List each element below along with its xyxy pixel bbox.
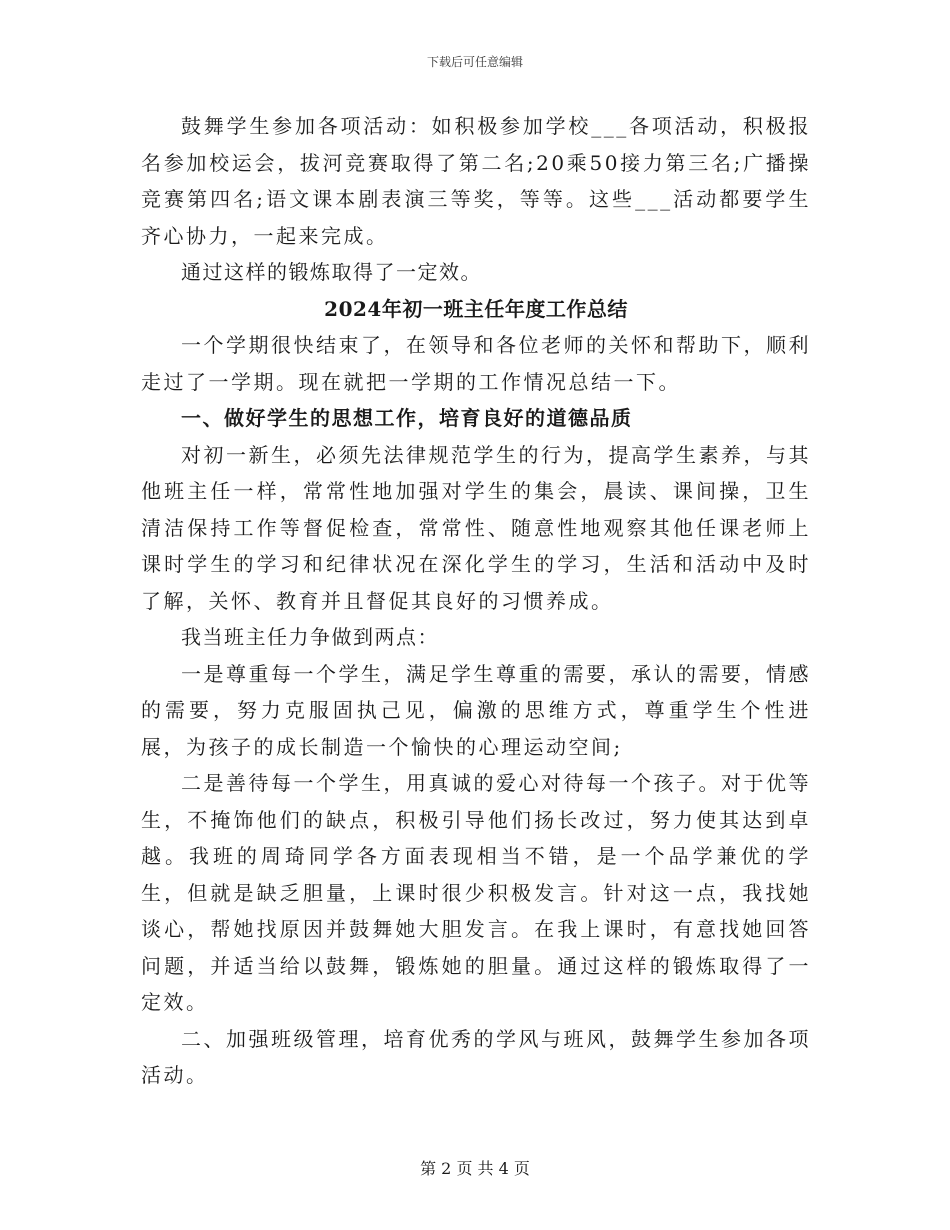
paragraph-effect: 通过这样的锻炼取得了一定效。 (181, 260, 482, 284)
document-title: 2024年初一班主任年度工作总结 (324, 296, 628, 321)
paragraph-activities: 鼓舞学生参加各项活动：如积极参加学校___各项活动，积极报名参加校运会，拔河竞赛取得了第二名;20乘50接力第三名;广播操竞赛第四名;语文课本剧表演三等奖，等等。这些___活动都要学生齐心协力，一起来完成。 (141, 114, 811, 248)
paragraph-new-students: 对初一新生，必须先法律规范学生的行为，提高学生素养，与其他班主任一样，常常性地加强对学生的集会，晨读、课间操，卫生清洁保持工作等督促检查，常常性、随意性地观察其他任课老师上课时学生的学习和纪律状况在深化学生的学习，生活和活动中及时了解，关怀、教育并且督促其良好的习惯养成。 (141, 442, 811, 613)
paragraph-two-points: 我当班主任力争做到两点： (181, 625, 439, 649)
paragraph-point-two: 二是善待每一个学生，用真诚的爱心对待每一个孩子。对于优等生，不掩饰他们的缺点，积极引导他们扬长改过，努力使其达到卓越。我班的周琦同学各方面表现相当不错，是一个品学兼优的学生，但就是缺乏胆量，上课时很少积极发言。针对这一点，我找她谈心，帮她找原因并鼓舞她大胆发言。在我上课时，有意找她回答问题，并适当给以鼓舞，锻炼她的胆量。通过这样的锻炼取得了一定效。 (141, 771, 811, 1014)
section-heading-1: 一、做好学生的思想工作，培育良好的道德品质 (181, 406, 633, 430)
paragraph-intro: 一个学期很快结束了，在领导和各位老师的关怀和帮助下，顺利走过了一学期。现在就把一学期的工作情况总结一下。 (141, 333, 811, 394)
paragraph-point-one: 一是尊重每一个学生，满足学生尊重的需要，承认的需要，情感的需要，努力克服固执己见，偏激的思维方式，尊重学生个性进展，为孩子的成长制造一个愉快的心理运动空间; (141, 661, 811, 759)
page-header-note: 下载后可任意编辑 (426, 55, 523, 69)
page-number: 第 2 页 共 4 页 (420, 1159, 530, 1178)
document-body (141, 108, 811, 1094)
paragraph-class-management: 二、加强班级管理，培育优秀的学风与班风，鼓舞学生参加各项活动。 (141, 1026, 811, 1087)
